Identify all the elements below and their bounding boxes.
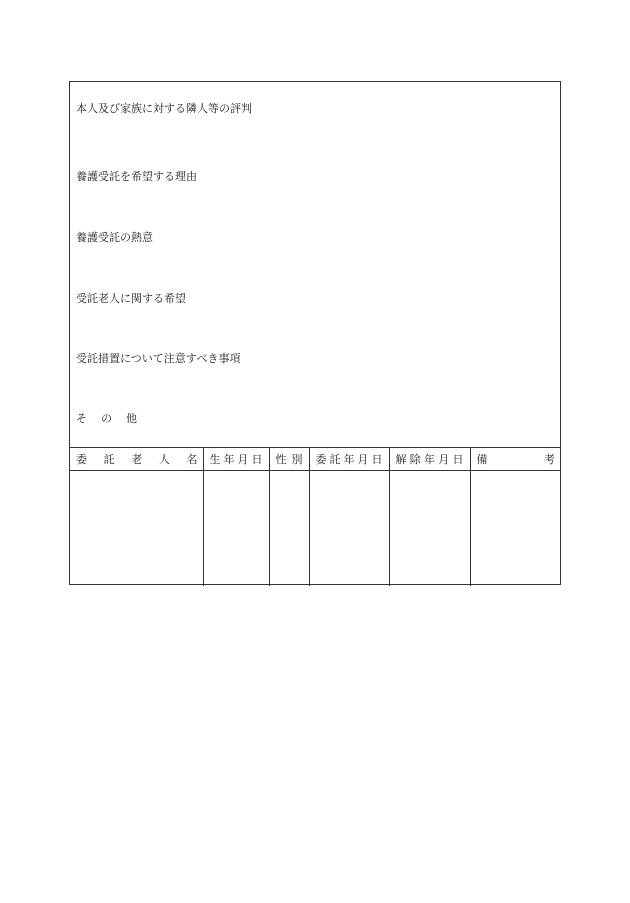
header-char: 日 <box>251 453 263 466</box>
header-char: 考 <box>544 453 555 466</box>
col-header-remarks <box>470 448 561 471</box>
table-row <box>69 471 561 587</box>
col-header-sex <box>269 448 309 471</box>
other-label <box>76 412 137 425</box>
header-char: 生 <box>209 453 221 466</box>
header-char: 日 <box>371 453 383 466</box>
col-header-birthdate <box>203 448 269 471</box>
header-char: 月 <box>237 453 249 466</box>
other-char: の <box>101 412 112 425</box>
header-char: 別 <box>291 453 303 466</box>
header-char: 名 <box>186 453 198 466</box>
col-header-release-date <box>389 448 470 471</box>
neighbor-reputation-label: 本人及び家族に対する隣人等の評判 <box>76 102 252 115</box>
header-char: 老 <box>131 453 143 466</box>
cell-elderly-name <box>69 471 203 587</box>
header-char: 委 <box>315 453 327 466</box>
other-char: 他 <box>126 412 137 425</box>
elderly-preference-label: 受託老人に関する希望 <box>76 292 186 305</box>
header-char: 年 <box>223 453 235 466</box>
header-char: 解 <box>395 453 407 466</box>
header-char: 除 <box>409 453 421 466</box>
header-char: 月 <box>357 453 369 466</box>
header-char: 月 <box>438 453 450 466</box>
header-char: 人 <box>158 453 170 466</box>
header-char: 日 <box>452 453 464 466</box>
header-char: 年 <box>343 453 355 466</box>
header-char: 性 <box>275 453 287 466</box>
entrustment-register-table <box>69 447 561 586</box>
enthusiasm-label: 養護受託の熱意 <box>76 231 153 244</box>
entrustment-form <box>69 81 561 585</box>
cell-sex <box>269 471 309 587</box>
cell-remarks <box>470 471 561 587</box>
cell-entrust-date <box>309 471 389 587</box>
header-char: 託 <box>103 453 115 466</box>
cell-birthdate <box>203 471 269 587</box>
other-char: そ <box>76 412 87 425</box>
table-header-row <box>69 448 561 471</box>
header-char: 備 <box>476 453 488 466</box>
col-header-entrust-date <box>309 448 389 471</box>
caution-items-label: 受託措置について注意すべき事項 <box>76 352 241 365</box>
reason-for-request-label: 養護受託を希望する理由 <box>76 170 197 183</box>
header-char: 委 <box>76 453 87 466</box>
cell-release-date <box>389 471 470 587</box>
header-char: 託 <box>329 453 341 466</box>
col-header-elderly-name <box>69 448 203 471</box>
header-char: 年 <box>424 453 435 466</box>
